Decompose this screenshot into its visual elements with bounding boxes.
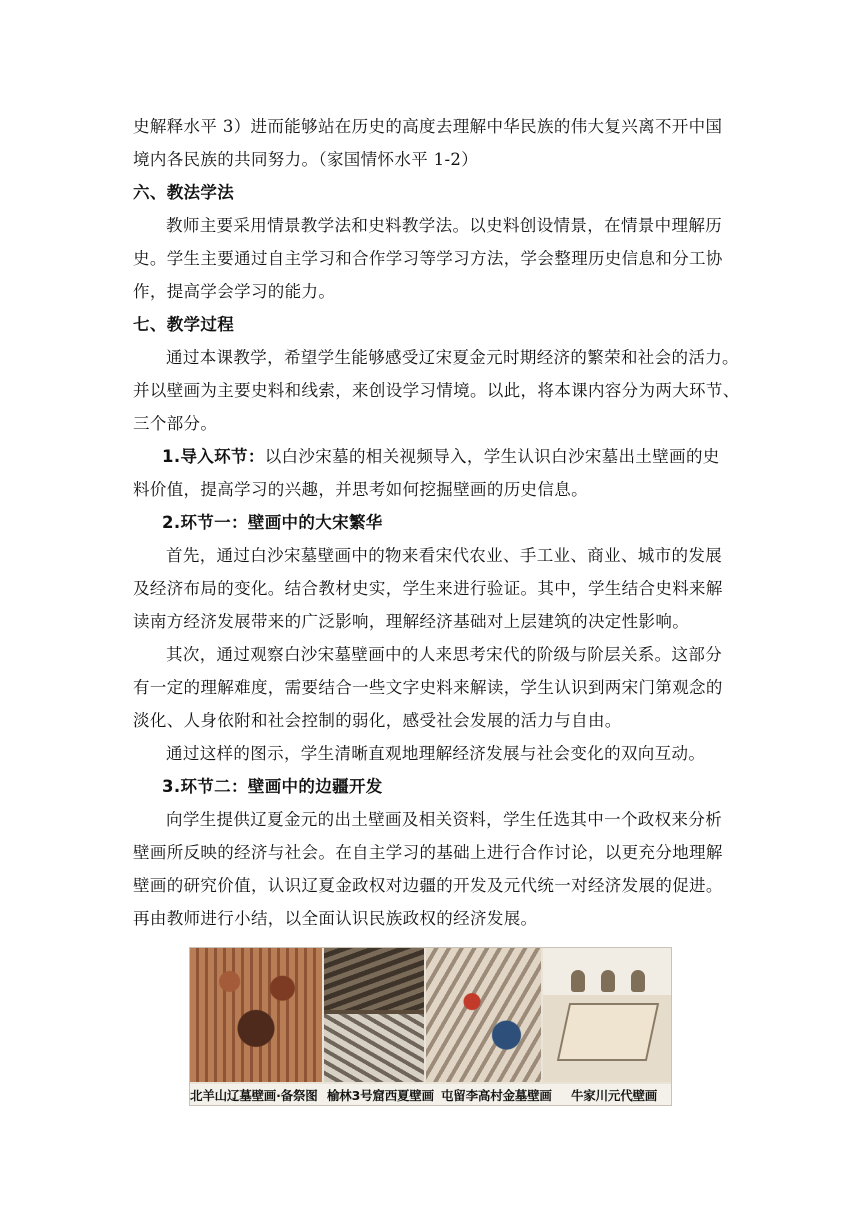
mural-figure	[189, 947, 672, 1106]
paragraph-line: 向学生提供辽夏金元的出土壁画及相关资料，学生任选其中一个政权来分析	[166, 810, 723, 829]
mural-image-xixia-top	[324, 948, 424, 1010]
paragraph-line: 再由教师进行小结，以全面认识民族政权的经济发展。	[133, 909, 538, 928]
paragraph-line: 通过本课教学，希望学生能够感受辽宋夏金元时期经济的繁荣和社会的活力。	[166, 348, 739, 367]
mural-image-jin	[426, 948, 541, 1082]
paragraph-line: 境内各民族的共同努力。（家国情怀水平 1-2）	[133, 150, 479, 169]
paragraph-line: 通过这样的图示，学生清晰直观地理解经济发展与社会变化的双向互动。	[166, 744, 706, 763]
paragraph-line: 料价值，提高学习的兴趣，并思考如何挖掘壁画的历史信息。	[133, 480, 588, 499]
figure-caption: 北羊山辽墓壁画·备祭图	[190, 1088, 318, 1103]
paragraph-line: 三个部分。	[133, 414, 218, 433]
paragraph-line: 史解释水平 3）进而能够站在历史的高度去理解中华民族的伟大复兴离不开中国	[133, 117, 723, 136]
caption-bar	[190, 1084, 671, 1105]
mural-image-xixia	[324, 948, 424, 1082]
paragraph-line: 读南方经济发展带来的广泛影响，理解经济基础对上层建筑的决定性影响。	[133, 612, 690, 631]
step-label: 1.导入环节：	[162, 447, 265, 466]
mural-image-xixia-bottom	[324, 1014, 424, 1082]
section-heading: 七、教学过程	[133, 315, 235, 334]
paragraph-line	[162, 446, 772, 468]
figure-caption: 牛家川元代壁画	[571, 1088, 658, 1103]
paragraph-line: 并以壁画为主要史料和线索，来创设学习情境。以此，将本课内容分为两大环节、	[133, 381, 740, 400]
paragraph-line: 首先，通过白沙宋墓壁画中的物来看宋代农业、手工业、商业、城市的发展	[166, 546, 723, 565]
figure-caption: 屯留李高村金墓壁画	[441, 1088, 552, 1103]
section-heading: 六、教法学法	[133, 183, 235, 202]
mural-figure-person	[571, 970, 585, 992]
mural-image-liao	[190, 948, 322, 1082]
paragraph-line: 及经济布局的变化。结合教材史实，学生来进行验证。其中，学生结合史料来解	[133, 579, 723, 598]
step-heading: 3.环节二：壁画中的边疆开发	[162, 777, 383, 796]
mural-figure-person	[601, 970, 615, 992]
paragraph-line: 史。学生主要通过自主学习和合作学习等学习方法，学会整理历史信息和分工协	[133, 249, 723, 268]
mural-image-yuan	[543, 948, 671, 1082]
paragraph-line: 有一定的理解难度，需要结合一些文字史料来解读，学生认识到两宋门第观念的	[133, 678, 723, 697]
paragraph-line: 作，提高学会学习的能力。	[133, 282, 336, 301]
step-heading: 2.环节一：壁画中的大宋繁华	[162, 513, 383, 532]
step-text: 以白沙宋墓的相关视频导入，学生认识白沙宋墓出土壁画的史	[264, 447, 720, 466]
mural-figure-person	[631, 970, 645, 992]
paragraph-line: 淡化、人身依附和社会控制的弱化，感受社会发展的活力与自由。	[133, 711, 622, 730]
mural-table-drawing	[557, 1003, 659, 1061]
paragraph-line: 教师主要采用情景教学法和史料教学法。以史料创设情景，在情景中理解历	[166, 216, 723, 235]
paragraph-line: 其次，通过观察白沙宋墓壁画中的人来思考宋代的阶级与阶层关系。这部分	[166, 645, 723, 664]
paragraph-line: 壁画的研究价值，认识辽夏金政权对边疆的开发及元代统一对经济发展的促进。	[133, 876, 723, 895]
paragraph-line: 壁画所反映的经济与社会。在自主学习的基础上进行合作讨论，以更充分地理解	[133, 843, 723, 862]
figure-caption: 榆林3号窟西夏壁画	[327, 1088, 434, 1103]
